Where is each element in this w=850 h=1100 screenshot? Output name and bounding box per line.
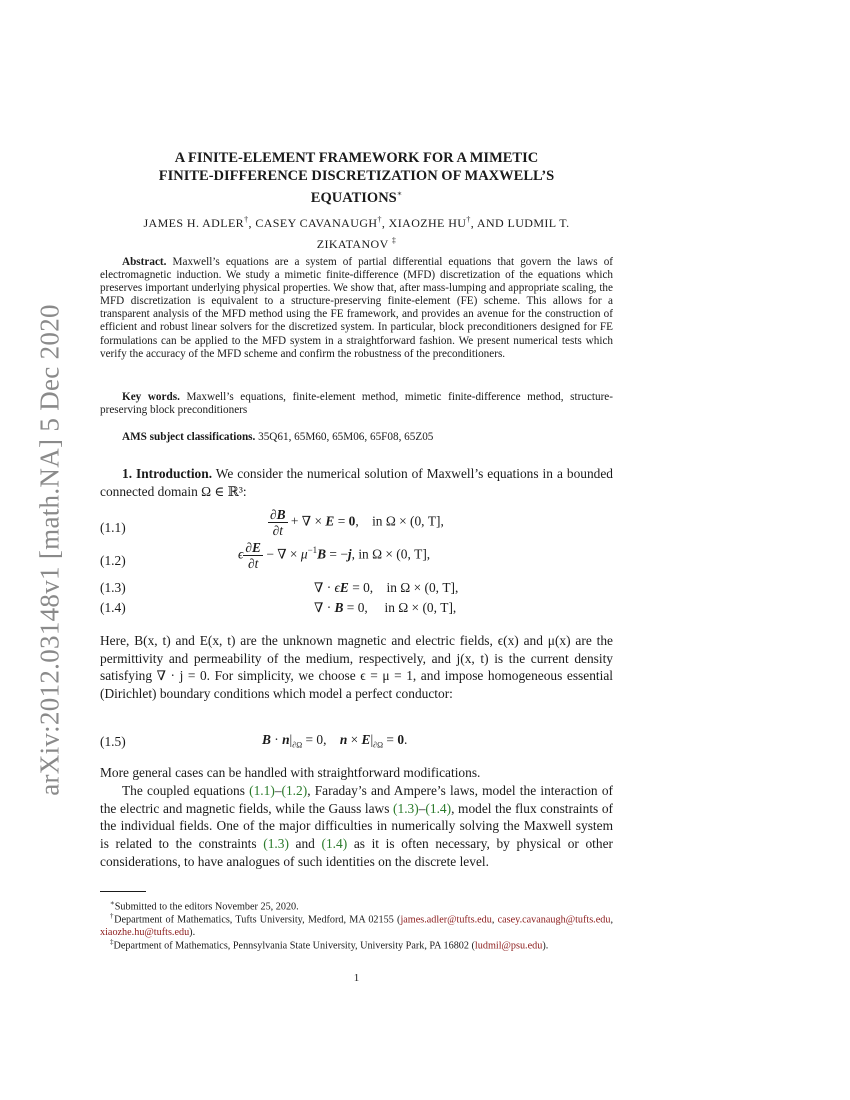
email-cavanaugh[interactable]: casey.cavanaugh@tufts.edu [497, 914, 611, 926]
ams-label: AMS subject classifications. [122, 431, 256, 443]
eq-number-1-3: (1.3) [100, 580, 126, 595]
footnote-tufts: †Department of Mathematics, Tufts University, Medford, MA 02155 (james.adler@tufts.edu, casey.cavanaugh@tufts.edu, xiaozhe.hu@tufts.edu). [100, 912, 613, 938]
eq-number-1-1: (1.1) [100, 520, 126, 535]
title-line-3: EQUATIONS [310, 189, 397, 206]
ams-text: 35Q61, 65M60, 65M06, 65F08, 65Z05 [258, 431, 434, 443]
abstract-label: Abstract. [122, 256, 167, 268]
title-footnote-mark[interactable]: ∗ [396, 189, 403, 198]
eq-domain-1-3: in Ω × (0, T], [386, 580, 459, 595]
email-zikatanov[interactable]: ludmil@psu.edu [474, 940, 543, 952]
ref-eq-1-4[interactable]: (1.4) [425, 800, 452, 816]
paper-title [100, 150, 613, 207]
ref-eq-1-1[interactable]: (1.1) [249, 783, 275, 798]
ref-eq-1-4b[interactable]: (1.4) [321, 836, 348, 852]
equation-1-5: $B \cdot n|_{\partial\Omega} = 0$, $n \times E|_{\partial\Omega} = 0$. [262, 732, 408, 750]
email-adler[interactable]: james.adler@tufts.edu [400, 914, 492, 926]
footnote-rule [100, 891, 146, 892]
abstract [100, 256, 613, 361]
eq-number-1-4: (1.4) [100, 600, 126, 615]
eq-number-1-5: (1.5) [100, 734, 126, 749]
paragraph-coupled-equations: The coupled equations (1.1)–(1.2), Faraday’s and Ampere’s laws, model the interaction of the electric and magnetic fields, while the Gauss laws (1.3)–(1.4), model the flux constraints of the individual fields. One of the major difficulties in numerically solving the Maxwell system is related to the constraints (1.3) and (1.4) as it is often necessary, by physical or other considerations, to have analogues of such identities on the discrete level. [100, 783, 613, 869]
eq-domain-1-1: in Ω × (0, T], [372, 513, 444, 529]
intro-text: We consider the numerical solution of Maxwell’s equations in a bounded connected domain Ω ∈ ℝ³: [100, 466, 613, 499]
arxiv-stamp: arXiv:2012.03148v1 [math.NA] 5 Dec 2020 [34, 304, 65, 796]
keywords-text: Maxwell’s equations, finite-element method, mimetic finite-difference method, structure-preserving block preconditioners [100, 391, 613, 417]
footnote-submitted: ∗Submitted to the editors November 25, 2020. [110, 899, 299, 913]
paragraph-fields: Here, B(x, t) and E(x, t) are the unknown magnetic and electric fields, ϵ(x) and μ(x) are the permittivity and permeability of the medium, respectively, and j(x, t) is the current density satisfying ∇ · j = 0. For simplicity, we choose ϵ = μ = 1, and impose homogeneous essential (Dirichlet) boundary conditions which model a perfect conductor: [100, 633, 613, 702]
ams-classifications [100, 431, 613, 444]
section-heading: 1. Introduction. [122, 466, 213, 481]
author-adler: JAMES H. ADLER [143, 216, 245, 230]
ref-eq-1-3[interactable]: (1.3) [393, 800, 419, 816]
equation-1-4: ∇ · B = 0, in Ω × (0, T], [314, 600, 457, 615]
author-zikatanov: ZIKATANOV [316, 237, 389, 251]
page-number: 1 [353, 972, 360, 984]
title-line-1: A FINITE-ELEMENT FRAMEWORK FOR A MIMETIC [174, 150, 539, 166]
keywords [100, 391, 613, 417]
equation-1-2: ϵ $\frac{\partial E}{\partial t}$ − ∇ × $\mu^{-1}B = -j$, in Ω × (0, T], [238, 540, 431, 571]
equation-1-1: $\frac{\partial B}{\partial t}$ + ∇ × E = 0, in Ω × (0, T], [270, 507, 444, 538]
keywords-label: Key words. [122, 391, 180, 403]
author-cavanaugh: CASEY CAVANAUGH [255, 216, 378, 230]
equation-1-3: ∇ · ϵE = 0, in Ω × (0, T], [314, 580, 459, 595]
footnote-psu: ‡Department of Mathematics, Pennsylvania State University, University Park, PA 16802 (ludmil@psu.edu). [110, 938, 549, 952]
author-list: JAMES H. ADLER†, CASEY CAVANAUGH†, XIAOZHE HU†, AND LUDMIL T. ZIKATANOV ‡ [143, 215, 570, 251]
title-line-2: FINITE-DIFFERENCE DISCRETIZATION OF MAXWELL’S [158, 167, 555, 184]
intro-paragraph [100, 465, 613, 500]
paragraph-general-cases: More general cases can be handled with straightforward modifications. [100, 765, 481, 780]
email-hu[interactable]: xiaozhe.hu@tufts.edu [100, 926, 190, 938]
author-and: AND LUDMIL T. [476, 216, 570, 230]
eq-domain-1-4: in Ω × (0, T], [384, 600, 457, 615]
ref-eq-1-3b[interactable]: (1.3) [263, 836, 289, 852]
eq-number-1-2: (1.2) [100, 553, 126, 568]
author-hu: XIAOZHE HU [388, 216, 467, 230]
ref-eq-1-2[interactable]: (1.2) [281, 783, 308, 798]
abstract-text: Maxwell’s equations are a system of partial differential equations that govern the laws of electromagnetic induction. We study a mimetic finite-difference (MFD) discretization of the equations which preserves important underlying physical properties. We show that, after mass-lumping and appropriate scaling, the MFD discretization is equivalent to a structure-preserving finite-element (FE) scheme. This allows for a transparent analysis of the MFD method using the FE framework, and provides an avenue for the construction of efficient and robust linear solvers for the discretized system. In particular, block preconditioners designed for FE formulations can be applied to the MFD system in a straightforward fashion. We present numerical tests which verify the accuracy of the MFD scheme and confirm the robustness of the preconditioners. [100, 256, 614, 360]
eq-domain-1-2: in Ω × (0, T], [358, 546, 431, 562]
